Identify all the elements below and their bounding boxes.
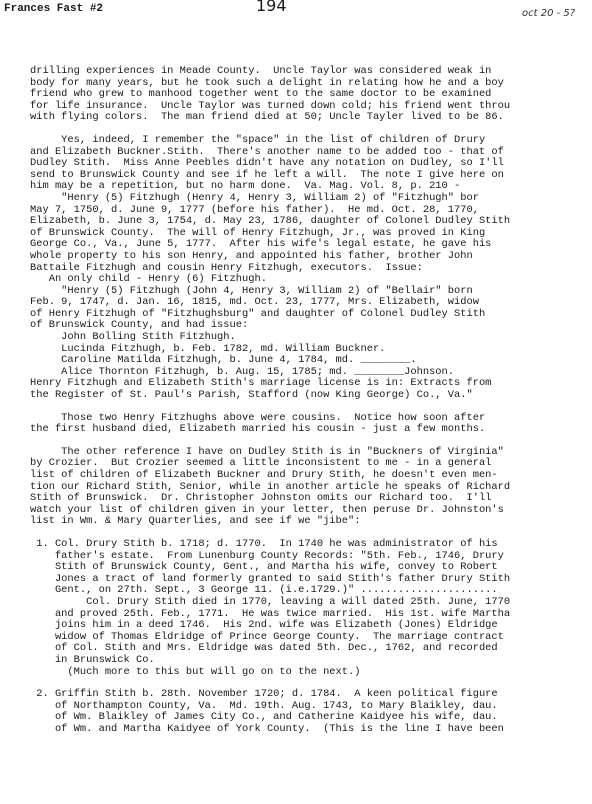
text-line: George Co., Va., June 5, 1777. After his wife's legal estate, he gave his <box>30 238 492 251</box>
text-line: the first husband died, Elizabeth married his cousin - just a few months. <box>30 423 486 436</box>
paragraph <box>30 135 590 402</box>
text-line: of Henry Fitzhugh of "Fitzhughsburg" and daughter of Colonel Dudley Stith <box>30 307 486 320</box>
paragraph <box>30 66 590 124</box>
text-line: list in Wm. & Mary Quarterlies, and see if we "jibe": <box>30 515 361 528</box>
item-line: Col. Drury Stith died in 1770, leaving a will dated 25th. June, 1770 <box>30 595 511 608</box>
text-line: Dudley Stith. Miss Anne Peebles didn't have any notation on Dudley, so I'll <box>30 157 504 170</box>
paragraph <box>30 447 590 528</box>
document-title: Frances Fast #2 <box>4 3 104 15</box>
text-line: Henry Fitzhugh and Elizabeth Stith's marriage license is in: Extracts from <box>30 377 492 390</box>
text-line: with flying colors. The man friend died at 50; Uncle Tayler lived to be 86. <box>30 111 504 124</box>
text-line: list of children of Elizabeth Buckner and Drury Stith, he doesn't even men- <box>30 469 498 481</box>
text-line: and Elizabeth Buckner.Stith. There's another name to be added too - that of <box>30 145 504 158</box>
text-line: whole property to his son Henry, and appointed his father, brother John <box>30 249 473 262</box>
text-line: of Brunswick County. The will of Henry Fitzhugh, Jr., was proved in King <box>30 226 486 239</box>
text-line: Caroline Matilda Fitzhugh, b. June 4, 1784, md. ________. <box>30 354 417 367</box>
text-line: An only child - Henry (6) Fitzhugh. <box>30 273 267 286</box>
text-line: body for many years, but he took such a delight in relating how he and a boy <box>30 76 504 89</box>
text-line: friend who grew to manhood together went to the same doctor to be examined <box>30 88 492 101</box>
item-line: and proved 25th. Feb., 1771. He was twice married. His 1st. wife Martha <box>30 607 511 620</box>
text-line: Battaile Fitzhugh and cousin Henry Fitzhugh, executors. Issue: <box>30 261 423 274</box>
text-line: tion our Richard Stith, Senior, while in another article he speaks of Richard <box>30 480 511 493</box>
item-line: 2. Griffin Stith b. 28th. November 1720; d. 1784. A keen political figure <box>30 688 498 701</box>
text-line: Stith of Brunswick. Dr. Christopher Johnston omits our Richard too. I'll <box>30 492 492 505</box>
item-line: of Col. Stith and Mrs. Eldridge was dated 5th. Dec., 1762, and recorded <box>30 642 498 655</box>
text-line: the Register of St. Paul's Parish, Stafford (now King George) Co., Va." <box>30 389 473 402</box>
item-line: in Brunswick Co. <box>30 653 155 666</box>
text-line: "Henry (5) Fitzhugh (Henry 4, Henry 3, William 2) of "Fitzhugh" bor <box>30 191 479 204</box>
paragraph <box>30 413 590 436</box>
text-line: for life insurance. Uncle Taylor was turned down cold; his friend went throu <box>30 99 511 112</box>
item-line: of Wm. Blaikley of James City Co., and Catherine Kaidyee his wife, dau. <box>30 711 498 724</box>
item-line: father's estate. From Lunenburg County Records: "5th. Feb., 1746, Drury <box>30 549 504 562</box>
item-line: of Northampton County, Va. Md. 19th. Aug. 1743, to Mary Blaikley, dau. <box>30 699 498 712</box>
text-line: The other reference I have on Dudley Stith is in "Buckners of Virginia" <box>30 445 504 458</box>
text-line: "Henry (5) Fitzhugh (John 4, Henry 3, William 2) of "Bellair" born <box>30 284 473 297</box>
text-line: Feb. 9, 1747, d. Jan. 16, 1815, md. Oct. 23, 1777, Mrs. Elizabeth, widow <box>30 296 479 309</box>
text-line: by Crozier. But Crozier seemed a little inconsistent to me - in a general <box>30 457 492 470</box>
document-body <box>30 66 590 746</box>
text-line: Lucinda Fitzhugh, b. Feb. 1782, md. William Buckner. <box>30 342 386 355</box>
numbered-item <box>30 539 590 678</box>
page-number: 194 <box>256 0 287 15</box>
item-line: (Much more to this but will go on to the next.) <box>30 665 361 678</box>
item-line: widow of Thomas Eldridge of Prince George County. The marriage contract <box>30 630 504 643</box>
text-line: him may be a repetition, but no harm done. Va. Mag. Vol. 8, p. 210 - <box>30 180 461 193</box>
text-line: watch your list of children given in your letter, then peruse Dr. Johnston's <box>30 503 504 516</box>
item-line: Gent., on 27th. Sept., 3 George 11. (i.e.1729.)" ...................... <box>30 584 498 597</box>
text-line: Alice Thornton Fitzhugh, b. Aug. 15, 1785; md. ________Johnson. <box>30 365 455 378</box>
text-line: Yes, indeed, I remember the "space" in the list of children of Drury <box>30 133 486 146</box>
item-line: Stith of Brunswick County, Gent., and Martha his wife, convey to Robert <box>30 561 498 574</box>
numbered-item <box>30 689 590 735</box>
text-line: drilling experiences in Meade County. Uncle Taylor was considered weak in <box>30 65 492 77</box>
text-line: Elizabeth, b. June 3, 1754, d. May 23, 1786, daughter of Colonel Dudley Stith <box>30 215 511 228</box>
text-line: Those two Henry Fitzhughs above were cousins. Notice how soon after <box>30 411 486 424</box>
text-line: send to Brunswick County and see if he left a will. The note I give here on <box>30 168 504 181</box>
item-line: 1. Col. Drury Stith b. 1718; d. 1770. In 1740 he was administrator of his <box>30 537 498 550</box>
handwritten-date: oct 20 - 5? <box>522 8 576 19</box>
item-line: joins him in a deed 1746. His 2nd. wife was Elizabeth (Jones) Eldridge <box>30 619 498 632</box>
item-line: of Wm. and Martha Kaidyee of York County. (This is the line I have been <box>30 722 504 735</box>
item-line: Jones a tract of land formerly granted to said Stith's father Drury Stith <box>30 572 511 585</box>
text-line: of Brunswick County, and had issue: <box>30 319 249 332</box>
text-line: May 7, 1750, d. June 9, 1777 (before his father). He md. Oct. 28, 1770, <box>30 203 479 216</box>
text-line: John Bolling Stith Fitzhugh. <box>30 331 236 344</box>
